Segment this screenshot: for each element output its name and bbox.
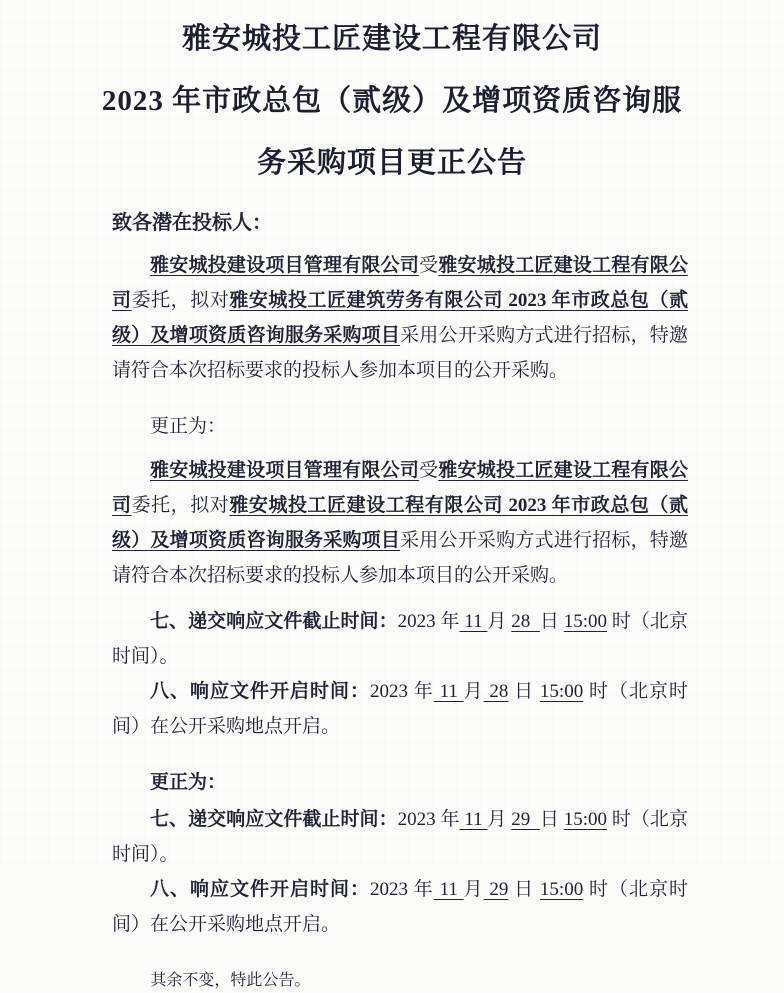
title-line-3: 务采购项目更正公告 [256, 147, 527, 179]
text-segment: 七、递交响应文件截止时间： [150, 611, 398, 632]
text-segment: 日 [539, 809, 564, 830]
text-segment: 受 [419, 255, 439, 276]
corrected-dates-section [112, 802, 688, 942]
text-segment: 日 [508, 681, 540, 702]
salutation: 致各潜在投标人： [112, 212, 272, 234]
corrected-opening-time-line [112, 872, 688, 942]
text-segment: 雅安城投工匠建筑劳务有限公司 2023 年市政总包（贰级）及增项资质咨询服务采购项目 [112, 290, 688, 346]
text-segment: 29 [511, 809, 540, 830]
text-segment: 15:00 [539, 681, 584, 702]
text-segment: 11 [459, 611, 488, 632]
text-segment: 日 [508, 879, 540, 900]
text-segment: 11 [433, 879, 464, 900]
text-segment: 月 [487, 809, 512, 830]
title-line-2: 2023 年市政总包（贰级）及增项资质咨询服 [101, 85, 683, 117]
text-segment: 2023 年 [370, 681, 434, 702]
text-segment: 雅安城投工匠建设工程有限公司 [112, 460, 688, 516]
text-segment: 受 [419, 460, 439, 481]
text-segment: 11 [433, 681, 464, 702]
text-segment: 委托，拟对 [131, 290, 230, 311]
text-segment: 28 [511, 611, 540, 632]
text-segment: 15:00 [539, 879, 584, 900]
text-segment: 2023 年 [397, 809, 460, 830]
corrected-announcement-paragraph [112, 453, 688, 593]
text-segment: 28 [483, 681, 509, 702]
correction-label-2: 更正为： [150, 772, 227, 793]
text-segment: 15:00 [563, 611, 608, 632]
text-segment: 七、递交响应文件截止时间： [150, 809, 398, 830]
text-segment: 日 [539, 611, 564, 632]
text-segment: 雅安城投工匠建设工程有限公司 2023 年市政总包（贰级）及增项资质咨询服务采购项目 [112, 495, 688, 551]
text-segment: 八、响应文件开启时间： [150, 681, 371, 702]
text-segment: 雅安城投建设项目管理有限公司 [150, 460, 420, 481]
original-opening-time-line [112, 674, 688, 744]
text-segment: 月 [463, 681, 484, 702]
text-segment: 时（北京时间）。 [112, 809, 688, 865]
document-body [112, 209, 688, 993]
text-segment: 采用公开采购方式进行招标，特邀请符合本次招标要求的投标人参加本项目的公开采购。 [112, 325, 688, 381]
text-segment: 15:00 [563, 809, 608, 830]
correction-label-1: 更正为： [150, 416, 227, 437]
document-title [0, 0, 784, 194]
text-segment: 时（北京时间）。 [112, 611, 688, 667]
text-segment: 29 [483, 879, 509, 900]
text-segment: 八、响应文件开启时间： [150, 879, 371, 900]
text-segment: 月 [487, 611, 512, 632]
original-dates-section [112, 604, 688, 744]
text-segment: 时（北京时间）在公开采购地点开启。 [112, 681, 688, 737]
text-segment: 委托，拟对 [131, 495, 230, 516]
text-segment: 雅安城投工匠建设工程有限公司 [112, 255, 688, 311]
text-segment: 2023 年 [370, 879, 434, 900]
original-announcement-paragraph [112, 248, 688, 388]
text-segment: 时（北京时间）在公开采购地点开启。 [112, 879, 688, 935]
text-segment: 雅安城投建设项目管理有限公司 [150, 255, 420, 276]
title-line-1: 雅安城投工匠建设工程有限公司 [181, 23, 602, 55]
original-submission-deadline-line [112, 604, 688, 674]
text-segment: 采用公开采购方式进行招标，特邀请符合本次招标要求的投标人参加本项目的公开采购。 [112, 530, 688, 586]
text-segment: 2023 年 [397, 611, 460, 632]
text-segment: 月 [463, 879, 484, 900]
corrected-submission-deadline-line [112, 802, 688, 872]
closing-note: 其余不变，特此公告。 [150, 972, 311, 989]
text-segment: 11 [459, 809, 488, 830]
